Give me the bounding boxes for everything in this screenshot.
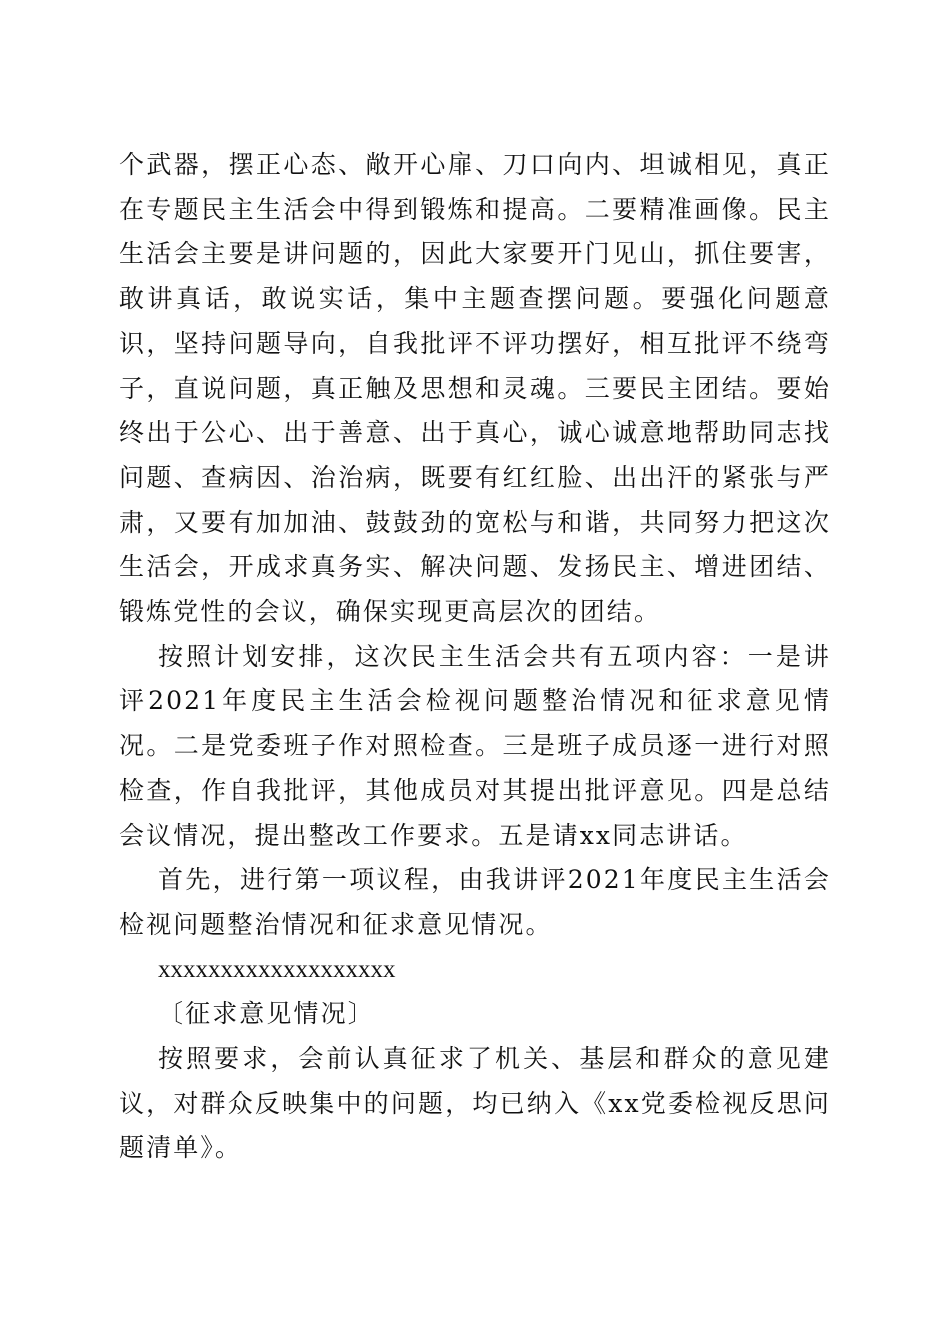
document-body [119, 143, 831, 1171]
paragraph-opinions: 按照要求，会前认真征求了机关、基层和群众的意见建议，对群众反映集中的问题，均已纳入《xx党委检视反思问题清单》。 [119, 1044, 831, 1163]
paragraph-continuation: 个武器，摆正心态、敞开心扉、刀口向内、坦诚相见，真正在专题民主生活会中得到锻炼和提高。二要精准画像。民主生活会主要是讲问题的，因此大家要开门见山，抓住要害，敢讲真话，敢说实话，集中主题查摆问题。要强化问题意识，坚持问题导向，自我批评不评功摆好，相互批评不绕弯子，直说问题，真正触及思想和灵魂。三要民主团结。要始终出于公心、出于善意、出于真心，诚心诚意地帮助同志找问题、查病因、治治病，既要有红红脸、出出汗的紧张与严肃，又要有加加油、鼓鼓劲的宽松与和谐，共同努力把这次生活会，开成求真务实、解决问题、发扬民主、增进团结、锻炼党性的会议，确保实现更高层次的团结。 [119, 150, 831, 627]
placeholder-line: xxxxxxxxxxxxxxxxxxx [158, 955, 396, 983]
paragraph-agenda: 按照计划安排，这次民主生活会共有五项内容：一是讲评2021年度民主生活会检视问题整治情况和征求意见情况。二是党委班子作对照检查。三是班子成员逐一进行对照检查，作自我批评，其他成员对其提出批评意见。四是总结会议情况，提出整改工作要求。五是请xx同志讲话。 [119, 641, 831, 850]
section-heading: 〔征求意见情况〕 [158, 999, 375, 1029]
paragraph-first-item: 首先，进行第一项议程，由我讲评2021年度民主生活会检视问题整治情况和征求意见情况。 [119, 865, 831, 939]
